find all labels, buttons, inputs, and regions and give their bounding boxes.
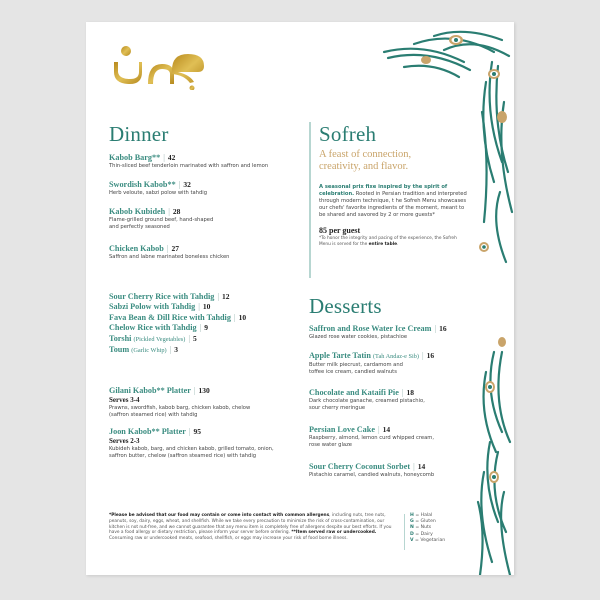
item-name: Gilani Kabob** Platter bbox=[109, 386, 191, 395]
legend-item: D = Dairy bbox=[410, 531, 433, 537]
peacock-feather-border-icon bbox=[374, 22, 514, 575]
item-name: Chicken Kabob bbox=[109, 244, 164, 253]
item-price: 32 bbox=[183, 180, 191, 189]
item-description: Pistachio caramel, candied walnuts, honeycomb bbox=[309, 472, 435, 478]
side-item: Chelow Rice with Tahdig | 9 bbox=[109, 323, 208, 333]
side-item: Toum (Garlic Whip) | 3 bbox=[109, 345, 179, 355]
item-name: Chocolate and Kataifi Pie bbox=[309, 388, 399, 397]
item-description: Dark chocolate ganache, creamed pistachio, bbox=[309, 398, 425, 404]
legend-item: N = Nuts bbox=[410, 525, 432, 531]
sofreh-note: *To honor the integrity and pacing of the experience, the Sofreh Menu is served for the entire table. bbox=[319, 236, 457, 247]
item-description: Flame-grilled ground beef, hand-shaped bbox=[109, 217, 214, 223]
sides-list bbox=[109, 292, 246, 356]
legend-item: G = Gluten bbox=[410, 519, 436, 525]
item-price: 16 bbox=[439, 324, 447, 333]
menu-page bbox=[86, 22, 514, 575]
platter-item: Joon Kabob** Platter | 95 Serves 2-3 Kubideh kabob, barg, and chicken kabob, grilled tomato, onion, saffron butter, chelow (saffron steamed rice) with tahdig bbox=[109, 427, 329, 460]
item-price: 16 bbox=[426, 351, 435, 360]
dessert-item: Persian Love Cake | 14 Raspberry, almond, lemon curd whipped cream, rose water glaze bbox=[309, 425, 479, 449]
dessert-item: Apple Tarte Tatin (Tah Andaz-e Sib) | 16 Butter milk piecrust, cardamom and toffee ice cream, candied walnuts bbox=[309, 351, 479, 376]
item-price: 27 bbox=[171, 244, 179, 253]
item-description: Butter milk piecrust, cardamom and bbox=[309, 362, 403, 368]
item-description: (saffron steamed rice) with tahdig bbox=[109, 412, 198, 418]
sofreh-price: 85 per guest bbox=[319, 226, 361, 235]
item-name: Kabob Barg** bbox=[109, 153, 161, 162]
item-price: 130 bbox=[198, 386, 210, 395]
sofreh-description: A seasonal prix fixe inspired by the spirit of celebration. Rooted in Persian tradition and interpreted through modern technique, t he Sofreh Menu showcases our chefs' favorite ingredients of the moment, meant to be shared and savored by 2 or more guests* bbox=[319, 184, 467, 218]
item-price: 14 bbox=[382, 425, 391, 434]
item-description: Glazed rose water cookies, pistachioe bbox=[309, 334, 408, 340]
item-description: Kubideh kabob, barg, and chicken kabob, grilled tomato, onion, bbox=[109, 446, 274, 452]
side-item: Fava Bean & Dill Rice with Tahdig | 10 bbox=[109, 312, 247, 322]
desserts-heading: Desserts bbox=[309, 294, 382, 318]
item-name: Persian Love Cake bbox=[309, 425, 375, 434]
item-name: Kabob Kubideh bbox=[109, 207, 166, 216]
sofreh-section bbox=[319, 122, 469, 247]
item-description: and perfectly seasoned bbox=[109, 224, 170, 230]
item-price: 14 bbox=[417, 462, 426, 471]
legend-item: V = Vegetarian bbox=[410, 537, 446, 543]
item-price: 18 bbox=[406, 388, 414, 397]
sofreh-heading: Sofreh bbox=[319, 122, 377, 146]
dessert-item: Sour Cherry Coconut Sorbet | 14 Pistachio caramel, candied walnuts, honeycomb bbox=[309, 462, 479, 479]
menu-item: Swordish Kabob** | 32 Herb veloute, sabzi polow with tahdig bbox=[109, 180, 309, 197]
side-item: Torshi (Pickled Vegetables) | 5 bbox=[109, 333, 197, 343]
item-name: Sour Cherry Coconut Sorbet bbox=[309, 462, 411, 471]
item-name: Saffron and Rose Water Ice Cream bbox=[309, 324, 432, 333]
dessert-item: Chocolate and Kataifi Pie | 18 Dark chocolate ganache, creamed pistachio, sour cherry meringue bbox=[309, 388, 479, 412]
item-description: sour cherry meringue bbox=[309, 405, 366, 411]
platter-item: Gilani Kabob** Platter | 130 Serves 3-4 Prawns, swordfish, kabob barg, chicken kabob, chelow (saffron steamed rice) with tahdig bbox=[109, 386, 329, 419]
item-price: 42 bbox=[167, 153, 176, 162]
footer-divider bbox=[404, 514, 405, 550]
side-item: Sabzi Polow with Tahdig | 10 bbox=[109, 302, 211, 312]
column-divider bbox=[309, 122, 311, 278]
dinner-heading: Dinner bbox=[109, 122, 169, 146]
joon-logo-icon bbox=[108, 42, 208, 90]
side-item: Sour Cherry Rice with Tahdig | 12 bbox=[109, 292, 230, 301]
serves-label: Serves 2-3 bbox=[109, 437, 140, 445]
menu-item: Chicken Kabob | 27 Saffron and labne marinated boneless chicken bbox=[109, 244, 309, 261]
item-price: 95 bbox=[193, 427, 202, 436]
item-description: Saffron and labne marinated boneless chicken bbox=[109, 254, 230, 260]
item-description: Prawns, swordfish, kabob barg, chicken kabob, chelow bbox=[109, 405, 251, 411]
item-description: saffron butter, chelow (saffron steamed rice) with tahdig bbox=[109, 453, 257, 459]
dietary-legend bbox=[410, 513, 445, 544]
sofreh-tagline: A feast of connection, creativity, and flavor. bbox=[319, 149, 412, 172]
item-description: rose water glaze bbox=[309, 442, 352, 448]
allergen-disclaimer: *Please be advised that our food may contain or come into contact with common allergens, including nuts, tree nuts, peanuts, soy, dairy, eggs, wheat, and shellfish. While we take every precaution to minimize the risk of cross-contamination, our kitchen is not nut-free, and we cannot guarantee that any menu item is completely free of allergens despite our best efforts. If you have a food allergy or dietary restriction, please inform your server before ordering. **Item served raw or undercooked. Consuming raw or undercooked meats, seafood, shellfish, or eggs may increase your risk of food borne illness. bbox=[109, 513, 392, 542]
item-name: Joon Kabob** Platter bbox=[109, 427, 186, 436]
item-description: toffee ice cream, candied walnuts bbox=[309, 369, 397, 375]
menu-item: Kabob Kubideh | 28 Flame-grilled ground beef, hand-shaped and perfectly seasoned bbox=[109, 207, 309, 231]
menu-item: Kabob Barg** | 42 Thin-sliced beef tenderloin marinated with saffron and lemon bbox=[109, 153, 309, 170]
legend-item: H = Halal bbox=[410, 513, 433, 518]
item-name: Apple Tarte Tatin bbox=[309, 351, 371, 360]
item-name: Swordish Kabob** bbox=[109, 180, 176, 189]
item-description: Herb veloute, sabzi polow with tahdig bbox=[109, 190, 207, 196]
item-price: 28 bbox=[172, 207, 181, 216]
item-description: Thin-sliced beef tenderloin marinated with saffron and lemon bbox=[109, 163, 269, 169]
item-description: Raspberry, almond, lemon curd whipped cream, bbox=[309, 435, 434, 441]
dessert-item: Saffron and Rose Water Ice Cream | 16 Glazed rose water cookies, pistachioe bbox=[309, 324, 479, 341]
serves-label: Serves 3-4 bbox=[109, 396, 140, 404]
